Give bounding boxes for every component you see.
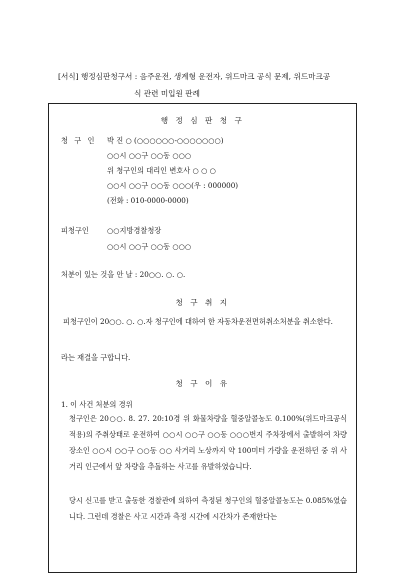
disposition-date: 처분이 있는 것을 안 날 : 20○○. ○. ○. [61, 270, 186, 279]
claimant-name: 박 진 ○ (○○○○○○-○○○○○○○) [107, 136, 224, 145]
caption-line-1: [서식] 행정심판청구서 : 음주운전, 생계형 운전자, 위드마크 공식 문제, 위드마크공 [58, 72, 331, 81]
purpose-title: 청 구 취 지 [175, 298, 230, 307]
document-caption [58, 68, 358, 102]
purpose-text: 피청구인이 20○○. ○. ○.자 청구인에 대하여 한 자동차운전면허취소처분을 취소한다. [63, 317, 333, 326]
petition-form [48, 103, 357, 573]
respondent-label: 피청구인 [61, 226, 89, 235]
claimant-agent: 위 청구인의 대리인 변호사 ○ ○ ○ [107, 166, 216, 175]
respondent-name: ○○지방경찰청장 [107, 226, 162, 235]
claimant-label: 청 구 인 [61, 136, 97, 145]
purpose-closing: 라는 재결을 구합니다. [61, 353, 131, 362]
reasons-title: 청 구 이 유 [175, 379, 230, 388]
section-1-heading: 1. 이 사건 처분의 경위 [61, 400, 133, 409]
agent-phone: (전화 : 010-0000-0000) [107, 196, 189, 205]
respondent-address: ○○시 ○○구 ○○동 ○○○ [107, 242, 192, 251]
caption-line-2: 식 관련 미입원 판례 [134, 89, 200, 98]
form-title: 행 정 심 판 청 구 [160, 116, 245, 125]
agent-address: ○○시 ○○구 ○○동 ○○○(우 : 000000) [107, 181, 239, 190]
claimant-address: ○○시 ○○구 ○○동 ○○○ [107, 151, 192, 160]
section-1-paragraph-1: 청구인은 20○○. 8. 27. 20:10경 위 화물차량을 혈중알콜농도 0.100%(위드마크공식 적용)의 주취상태로 운전하여 ○○시 ○○구 ○○동 ○○○번지 주차장에서 출발하여 차량장소인 ○○시 ○○구 ○○동 ○○ 사거리 노상까지 약 100미터 가량을 운전하던 중 위 사거리 인근에서 앞 차량을 추돌하는 사고를 유발하였습니다. [69, 414, 347, 471]
section-1-paragraph-2: 당시 신고를 받고 출동한 경찰관에 의하여 측정된 청구인의 혈중알콜농도는 0.085%였습니다. 그런데 경찰은 사고 시간과 측정 시간에 시간차가 존재한다는 [69, 496, 347, 521]
